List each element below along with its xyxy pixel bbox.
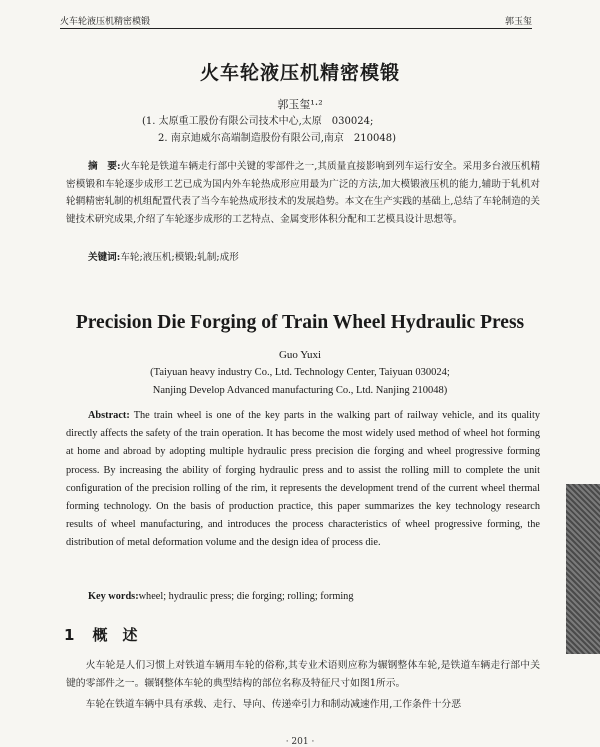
- chinese-abstract: [66, 158, 540, 228]
- section-body: [66, 657, 540, 714]
- chinese-affiliation-1: (1. 太原重工股份有限公司技术中心,太原 030024;: [142, 116, 374, 127]
- running-header: [60, 14, 532, 29]
- section-heading: [64, 624, 137, 645]
- running-header-author: 郭玉玺: [504, 17, 532, 27]
- english-abstract-text: The train wheel is one of the key parts in the walking part of railway vehicle, and its quality directly affects the safety of the train operation. It has become the most widely used method of wheel hot forming at home and abroad by adopting multiple hydraulic press precision die forging and wheel progressive forming process. By increasing the ability of forging hydraulic press and to assist the rolling mill to complete the unit configuration of the precision rolling of the rim, it represents the development trend of the current wheel thermal forming technology. On the basis of production practice, this paper summarizes the key technology research results of wheel manufacturing, and introduces the process characteristics of wheel progressive forming, the distribution of metal deformation volume and the design idea of process die.: [66, 410, 541, 549]
- chinese-keywords-label: 关键词:: [88, 252, 121, 263]
- english-keywords-text: wheel; hydraulic press; die forging; rolling; forming: [138, 591, 354, 602]
- english-author: Guo Yuxi: [278, 349, 322, 361]
- page-number: · 201 ·: [285, 737, 315, 747]
- chinese-abstract-text: 火车轮是铁道车辆走行部中关键的零部件之一,其质量直接影响到列车运行安全。采用多台液压机精密模锻和车轮逐步成形工艺已成为国内外车轮热成形应用最为广泛的方法,加大模锻液压机的能力,辅助于轧机对轮辋精密轧制的机组配置代表了当今车轮热成形技术的发展趋势。本文在生产实践的基础上,总结了车轮制造的关键技术研究成果,介绍了车轮逐步成形的工艺特点、金属变形体积分配和工艺模具设计思想等。: [66, 161, 540, 225]
- english-affiliation-1: (Taiyuan heavy industry Co., Ltd. Technology Center, Taiyuan 030024;: [150, 367, 450, 378]
- chinese-keywords: [88, 249, 239, 263]
- edge-tab-marker: [566, 484, 600, 654]
- chinese-author: 郭玉玺¹·²: [277, 98, 323, 111]
- chinese-affiliation-2: 2. 南京迪威尔高端制造股份有限公司,南京 210048): [158, 133, 396, 144]
- english-abstract-label: Abstract:: [88, 410, 130, 421]
- english-keywords-label: Key words:: [88, 591, 139, 602]
- section-title: 概 述: [92, 626, 138, 644]
- chinese-abstract-label: 摘 要:: [88, 161, 121, 172]
- english-title: Precision Die Forging of Train Wheel Hydraulic Press: [75, 312, 525, 333]
- body-paragraph: 火车轮是人们习惯上对铁道车辆用车轮的俗称,其专业术语则应称为辗钢整体车轮,是铁道车辆走行部中关键的零部件之一。辗钢整体车轮的典型结构的部位名称及特征尺寸如图1所示。: [66, 660, 540, 689]
- english-keywords: [88, 591, 353, 602]
- body-paragraph: 车轮在铁道车辆中具有承载、走行、导向、传递牵引力和制动减速作用,工作条件十分恶: [85, 699, 461, 710]
- english-affiliation-2: Nanjing Develop Advanced manufacturing Co., Ltd. Nanjing 210048): [152, 385, 448, 396]
- running-header-title: 火车轮液压机精密模锻: [60, 17, 151, 27]
- chinese-title: 火车轮液压机精密模锻: [199, 62, 400, 84]
- section-number: 1: [64, 626, 75, 644]
- chinese-keywords-text: 车轮;液压机;模锻;轧制;成形: [120, 252, 239, 263]
- english-abstract: [66, 407, 540, 553]
